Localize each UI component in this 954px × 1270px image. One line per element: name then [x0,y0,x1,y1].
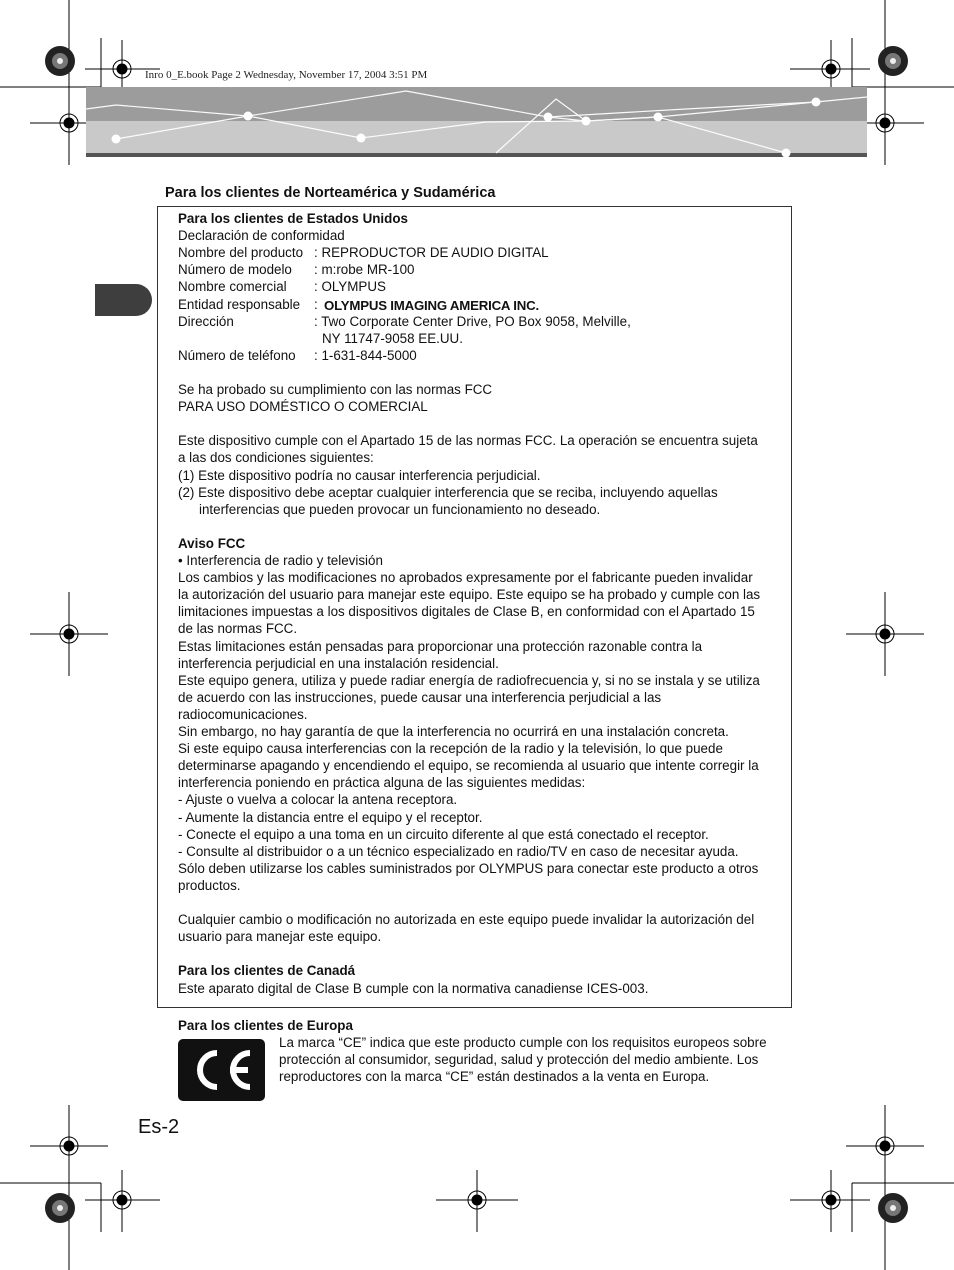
compliance-line: (2) Este dispositivo debe aceptar cualquier interferencia que se reciba, incluyendo aquellas [178,484,718,500]
fcc-tested-line: Se ha probado su cumplimiento con las normas FCC [178,382,493,397]
fcc-line: Sin embargo, no hay garantía de que la interferencia no ocurrirá en una instalación concreta. [178,724,729,739]
fcc-line: interferencia poniendo en práctica alguna de las siguientes medidas: [178,775,586,791]
fcc-line: Si este equipo causa interferencias con la recepción de la radio y la televisión, lo que puede [178,741,723,757]
canada-text: Este aparato digital de Clase B cumple con la normativa canadiense ICES-003. [178,980,649,996]
field-value: : Two Corporate Center Drive, PO Box 9058, Melville, [314,313,631,329]
compliance-line: a las dos condiciones siguientes: [178,450,374,466]
fcc-line: productos. [178,877,241,893]
usa-heading: Para los clientes de Estados Unidos [178,211,408,226]
modification-line: Cualquier cambio o modificación no autorizada en este equipo puede invalidar la autorización del [178,912,755,928]
fcc-line: Los cambios y las modificaciones no aprobados expresamente por el fabricante pueden invalidar [178,570,753,586]
print-header: Inro 0_E.book Page 2 Wednesday, November 17, 2004 3:51 PM [145,69,428,81]
fcc-usage-line: PARA USO DOMÉSTICO O COMERCIAL [178,399,428,415]
fcc-line: radiocomunicaciones. [178,706,308,722]
fcc-line: - Conecte el equipo a una toma en un circuito diferente al que está conectado el receptor. [178,826,709,842]
field-label: Dirección [178,313,234,329]
field-value: : m:robe MR-100 [314,262,415,278]
fcc-line: de las normas FCC. [178,621,298,637]
fcc-line: interferencia perjudicial en una instalación residencial. [178,655,499,671]
declaration-title: Declaración de conformidad [178,228,345,244]
section-tab [95,284,152,316]
compliance-line: Este dispositivo cumple con el Apartado 15 de las normas FCC. La operación se encuentra sujeta [178,433,758,449]
fcc-line: la autorización del usuario para manejar este equipo. Este equipo se ha probado y cumple con las [178,587,761,603]
fcc-line: limitaciones impuestas a los dispositivos digitales de Clase B, en conformidad con el Apartado 15 [178,604,755,620]
field-value: : REPRODUCTOR DE AUDIO DIGITAL [314,245,549,261]
fcc-line: determinarse apagando y encendiendo el equipo, se recomienda al usuario que intente corregir la [178,758,759,774]
fcc-line: Este equipo genera, utiliza y puede radiar energía de radiofrecuencia y, si no se instala y se utiliza [178,672,760,688]
fcc-line: Estas limitaciones están pensadas para proporcionar una protección razonable contra la [178,638,703,654]
europe-line: La marca “CE” indica que este producto cumple con los requisitos europeos sobre [279,1035,767,1050]
modification-line: usuario para manejar este equipo. [178,929,382,945]
field-label: Número de teléfono [178,347,296,363]
field-label: Número de modelo [178,262,292,278]
field-label: Nombre del producto [178,245,304,261]
ce-mark-icon [178,1039,265,1101]
canada-heading: Para los clientes de Canadá [178,963,356,979]
field-value: : [314,296,318,312]
field-value: : 1-631-844-5000 [314,347,417,363]
fcc-line: - Consulte al distribuidor o a un técnico especializado en radio/TV en caso de necesitar ayuda. [178,843,739,859]
page-number: Es-2 [138,1116,180,1138]
europe-line: protección al consumidor, seguridad, salud y protección del medio ambiente. Los [279,1052,759,1068]
europe-line: reproductores con la marca “CE” están destinados a la venta en Europa. [279,1069,710,1085]
field-value: NY 11747-9058 EE.UU. [322,330,463,346]
fcc-heading: Aviso FCC [178,535,246,551]
fcc-line: Sólo deben utilizarse los cables suministrados por OLYMPUS para conectar este producto a otros [178,860,759,876]
header-banner [86,87,867,157]
olympus-imaging-logo: OLYMPUS IMAGING AMERICA INC. [324,298,539,313]
fcc-line: - Aumente la distancia entre el equipo y el receptor. [178,809,483,825]
fcc-line: de acuerdo con las instrucciones, puede causar una interferencia perjudicial a las [178,689,662,705]
compliance-line: (1) Este dispositivo podría no causar interferencia perjudicial. [178,467,541,483]
field-value: : OLYMPUS [314,279,386,295]
fcc-line: - Ajuste o vuelva a colocar la antena receptora. [178,792,458,808]
fcc-line: • Interferencia de radio y televisión [178,553,383,568]
field-label: Entidad responsable [178,296,301,312]
europe-heading: Para los clientes de Europa [178,1018,353,1033]
field-label: Nombre comercial [178,279,287,295]
compliance-line: interferencias que pueden provocar un funcionamiento no deseado. [199,501,601,517]
section-title: Para los clientes de Norteamérica y Sudamérica [165,185,496,201]
compliance-box [157,206,792,1008]
